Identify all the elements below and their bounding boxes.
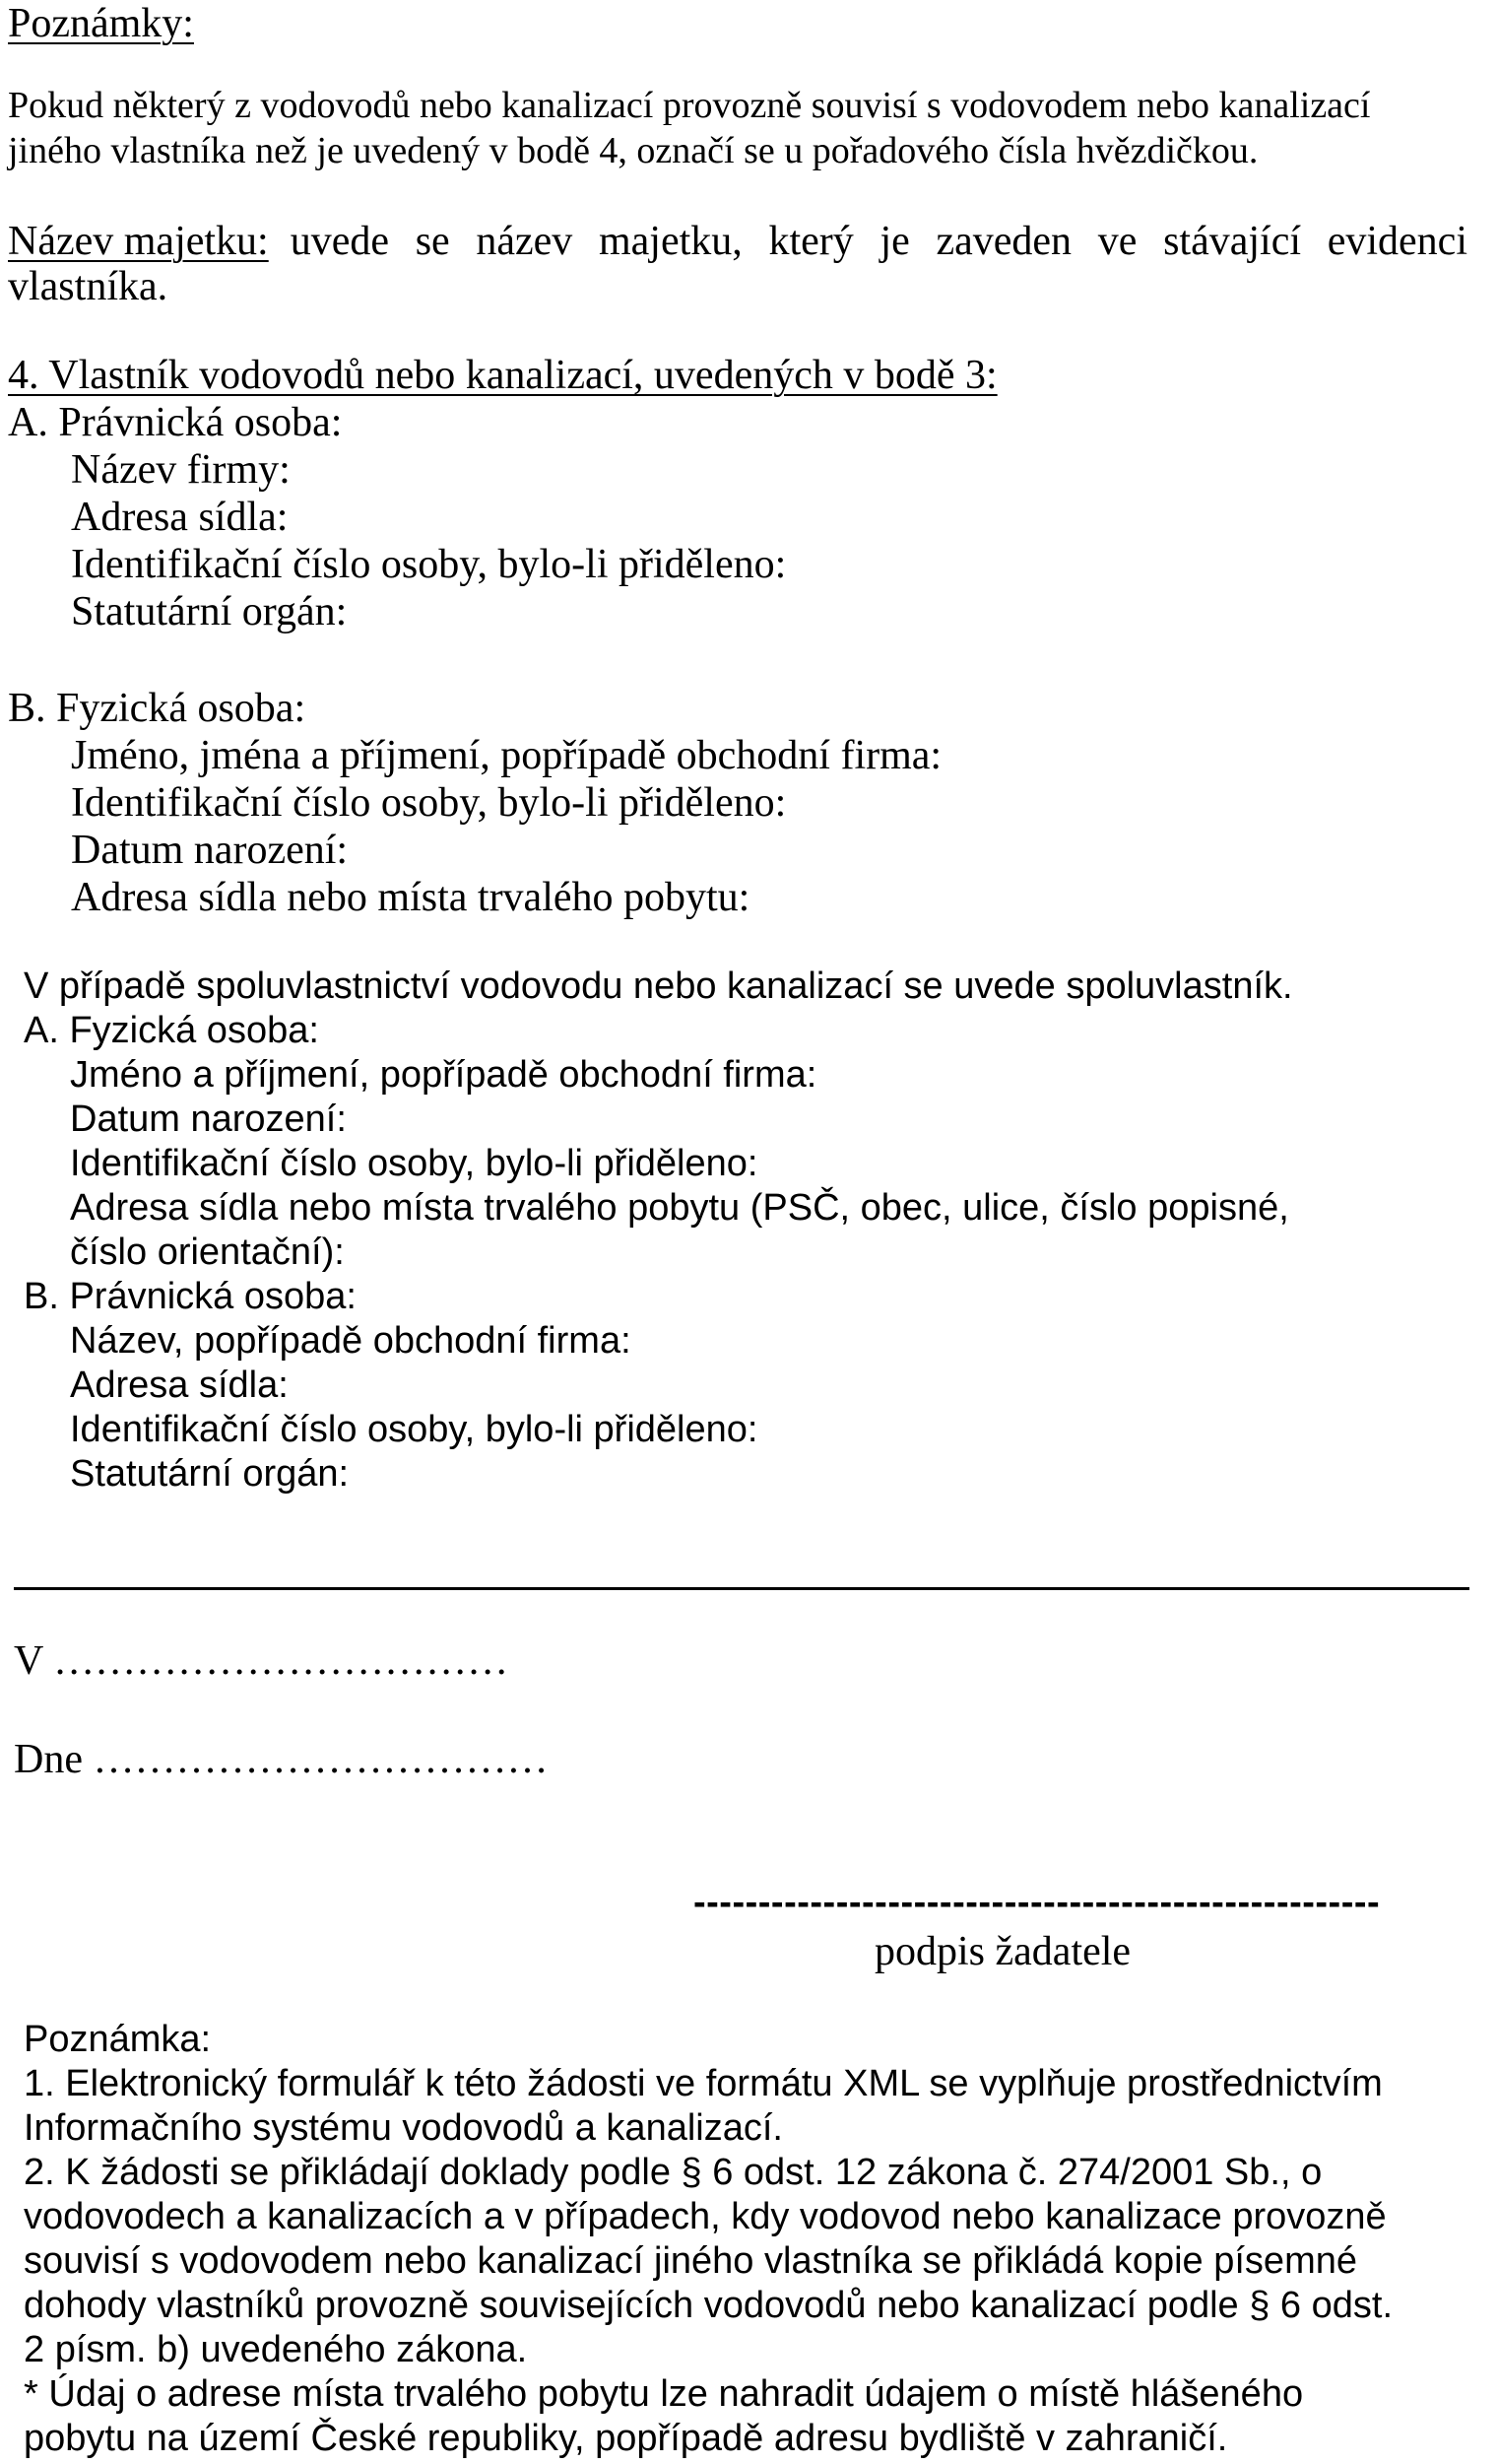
coowner-b-item: Adresa sídla:	[70, 1365, 289, 1406]
nazev-majetku-text: uvede se název majetku, který je zaveden ve stávající evidenci	[290, 219, 1467, 264]
nazev-majetku-line	[8, 221, 1467, 262]
footnote-line: dohody vlastníků provozně souvisejících vodovodů nebo kanalizací podle § 6 odst.	[24, 2285, 1394, 2326]
section4-b-item: Adresa sídla nebo místa trvalého pobytu:	[71, 875, 750, 920]
coowner-a-item: Adresa sídla nebo místa trvalého pobytu (PSČ, obec, ulice, číslo popisné,	[70, 1187, 1289, 1229]
note-line-2: jiného vlastníka než je uvedený v bodě 4, označí se u pořadového čísla hvězdičkou.	[8, 130, 1259, 171]
footnote-line: Informačního systému vodovodů a kanalizací.	[24, 2107, 783, 2149]
section4-b-item: Datum narození:	[71, 828, 349, 873]
section4-a-heading: A. Právnická osoba:	[8, 400, 343, 445]
coowner-a-item: číslo orientační):	[70, 1232, 345, 1273]
divider-line	[14, 1587, 1469, 1590]
date-field: Dne ……………………………	[14, 1737, 549, 1782]
coowner-a-item: Datum narození:	[70, 1099, 347, 1140]
section4-b-heading: B. Fyzická osoba:	[8, 686, 306, 731]
note-line-1: Pokud některý z vodovodů nebo kanalizací provozně souvisí s vodovodem nebo kanalizací	[8, 85, 1371, 126]
coowner-a-item: Jméno a příjmení, popřípadě obchodní firma:	[70, 1054, 817, 1096]
section4-a-item: Identifikační číslo osoby, bylo-li přiděleno:	[71, 542, 787, 587]
coowner-b-item: Identifikační číslo osoby, bylo-li přiděleno:	[70, 1409, 758, 1450]
place-field: V ……………………………	[14, 1638, 509, 1684]
section4-heading: 4. Vlastník vodovodů nebo kanalizací, uvedených v bodě 3:	[8, 353, 998, 398]
section4-a-item: Statutární orgán:	[71, 589, 348, 634]
footnote-line: 1. Elektronický formulář k této žádosti ve formátu XML se vyplňuje prostřednictvím	[24, 2063, 1383, 2104]
footnote-line: 2 písm. b) uvedeného zákona.	[24, 2329, 528, 2370]
coowner-a-heading: A. Fyzická osoba:	[24, 1010, 319, 1051]
section4-b-item: Identifikační číslo osoby, bylo-li přiděleno:	[71, 780, 787, 826]
coowner-b-item: Statutární orgán:	[70, 1453, 350, 1495]
coowner-b-item: Název, popřípadě obchodní firma:	[70, 1320, 631, 1362]
footnote-line: souvisí s vodovodem nebo kanalizací jiného vlastníka se přikládá kopie písemné	[24, 2240, 1357, 2282]
nazev-majetku-label: Název majetku:	[8, 219, 269, 264]
coowner-b-heading: B. Právnická osoba:	[24, 1276, 357, 1317]
section4-a-item: Adresa sídla:	[71, 495, 289, 540]
signature-line: -----------------------------------------------------	[693, 1882, 1381, 1923]
footnote-line: pobytu na území České republiky, popřípadě adresu bydliště v zahraničí.	[24, 2418, 1228, 2459]
coowner-a-item: Identifikační číslo osoby, bylo-li přiděleno:	[70, 1143, 758, 1184]
coowner-intro: V případě spoluvlastnictví vodovodu nebo kanalizací se uvede spoluvlastník.	[24, 966, 1293, 1007]
poznamky-heading: Poznámky:	[8, 1, 194, 46]
footnote-line: 2. K žádosti se přikládají doklady podle § 6 odst. 12 zákona č. 274/2001 Sb., o	[24, 2152, 1323, 2193]
footnote-heading: Poznámka:	[24, 2019, 212, 2060]
section4-a-item: Název firmy:	[71, 447, 291, 493]
signature-label: podpis žadatele	[875, 1929, 1132, 1974]
footnote-line: vodovodech a kanalizacích a v případech, kdy vodovod nebo kanalizace provozně	[24, 2196, 1387, 2237]
section4-b-item: Jméno, jména a příjmení, popřípadě obchodní firma:	[71, 733, 943, 778]
nazev-majetku-text-2: vlastníka.	[8, 264, 168, 309]
footnote-line: * Údaj o adrese místa trvalého pobytu lze nahradit údajem o místě hlášeného	[24, 2373, 1304, 2415]
